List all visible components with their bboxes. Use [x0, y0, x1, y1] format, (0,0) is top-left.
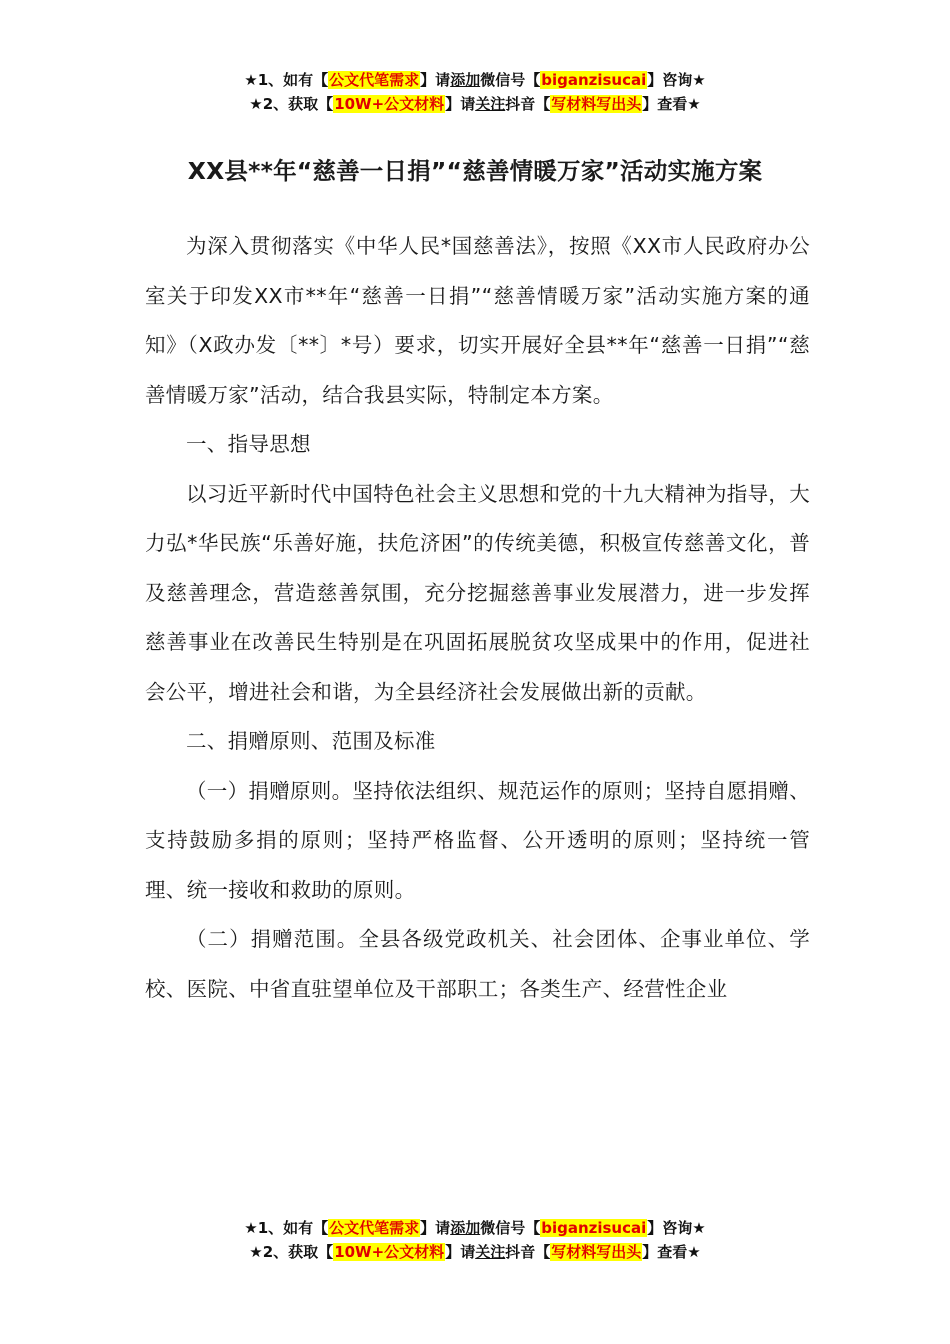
promo-line-1-middle: 】请: [420, 71, 451, 89]
promo-line-1-middle-2: 微信号【: [480, 71, 541, 89]
promo-line-2-highlight-materials: 10W+公文材料: [334, 1243, 445, 1261]
promo-line-1-highlight-service: 公文代笔需求: [329, 71, 420, 89]
guiding-ideology-paragraph: 以习近平新时代中国特色社会主义思想和党的十九大精神为指导，大力弘*华民族“乐善好施，扶危济困”的传统美德，积极宣传慈善文化，普及慈善理念，营造慈善氛围，充分挖掘慈善事业发展潜力，进一步发挥慈善事业在改善民生特别是在巩固拓展脱贫攻坚成果中的作用，促进社会公平，增进社会和谐，为全县经济社会发展做出新的贡献。: [145, 481, 810, 704]
promo-line-1-highlight-wechat: biganzisucai: [541, 1219, 647, 1237]
document-title: XX县**年“慈善一日捐”“慈善情暖万家”活动实施方案: [187, 157, 763, 185]
promo-line-2-suffix: 】查看★: [642, 1243, 701, 1261]
promo-line-2-highlight-douyin: 写材料写出头: [551, 95, 642, 113]
promo-line-2-middle-2: 抖音【: [505, 1243, 551, 1261]
promo-line-1-prefix: ★1、如有【: [244, 1219, 329, 1237]
promo-line-1-suffix: 】咨询★: [647, 1219, 706, 1237]
promo-line-2: [0, 1240, 950, 1264]
promo-line-2: [0, 92, 950, 116]
bottom-promo-banner: [0, 1216, 950, 1264]
promo-line-1-prefix: ★1、如有【: [244, 71, 329, 89]
promo-line-2-middle: 】请: [445, 1243, 476, 1261]
top-promo-banner: [0, 68, 950, 116]
promo-line-1-highlight-service: 公文代笔需求: [329, 1219, 420, 1237]
promo-line-2-underlined: 关注: [475, 95, 506, 113]
promo-line-2-underlined: 关注: [475, 1243, 506, 1261]
promo-line-1: [0, 68, 950, 92]
promo-line-1-suffix: 】咨询★: [647, 71, 706, 89]
promo-line-2-suffix: 】查看★: [642, 95, 701, 113]
promo-line-1-underlined: 添加: [450, 71, 481, 89]
promo-line-2-prefix: ★2、获取【: [249, 95, 334, 113]
promo-line-2-middle-2: 抖音【: [505, 95, 551, 113]
document-body: [145, 222, 810, 1014]
section-heading-principles-scope: 二、捐赠原则、范围及标准: [186, 729, 436, 753]
donation-principles-paragraph: （一）捐赠原则。坚持依法组织、规范运作的原则；坚持自愿捐赠、支持鼓励多捐的原则；坚持严格监督、公开透明的原则；坚持统一管理、统一接收和救助的原则。: [145, 778, 810, 902]
section-heading-guiding-ideology: 一、指导思想: [186, 432, 311, 456]
promo-line-1-middle: 】请: [420, 1219, 451, 1237]
promo-line-2-highlight-douyin: 写材料写出头: [551, 1243, 642, 1261]
donation-scope-paragraph: （二）捐赠范围。全县各级党政机关、社会团体、企事业单位、学校、医院、中省直驻望单位及干部职工；各类生产、经营性企业: [145, 927, 810, 1001]
promo-line-1-highlight-wechat: biganzisucai: [541, 71, 647, 89]
promo-line-2-prefix: ★2、获取【: [249, 1243, 334, 1261]
promo-line-2-highlight-materials: 10W+公文材料: [334, 95, 445, 113]
promo-line-1-underlined: 添加: [450, 1219, 481, 1237]
intro-paragraph: 为深入贯彻落实《中华人民*国慈善法》，按照《XX市人民政府办公室关于印发XX市**年“慈善一日捐”“慈善情暖万家”活动实施方案的通知》（X政办发〔**〕*号）要求，切实开展好全县**年“慈善一日捐”“慈善情暖万家”活动，结合我县实际，特制定本方案。: [145, 234, 810, 407]
promo-line-2-middle: 】请: [445, 95, 476, 113]
promo-line-1: [0, 1216, 950, 1240]
promo-line-1-middle-2: 微信号【: [480, 1219, 541, 1237]
